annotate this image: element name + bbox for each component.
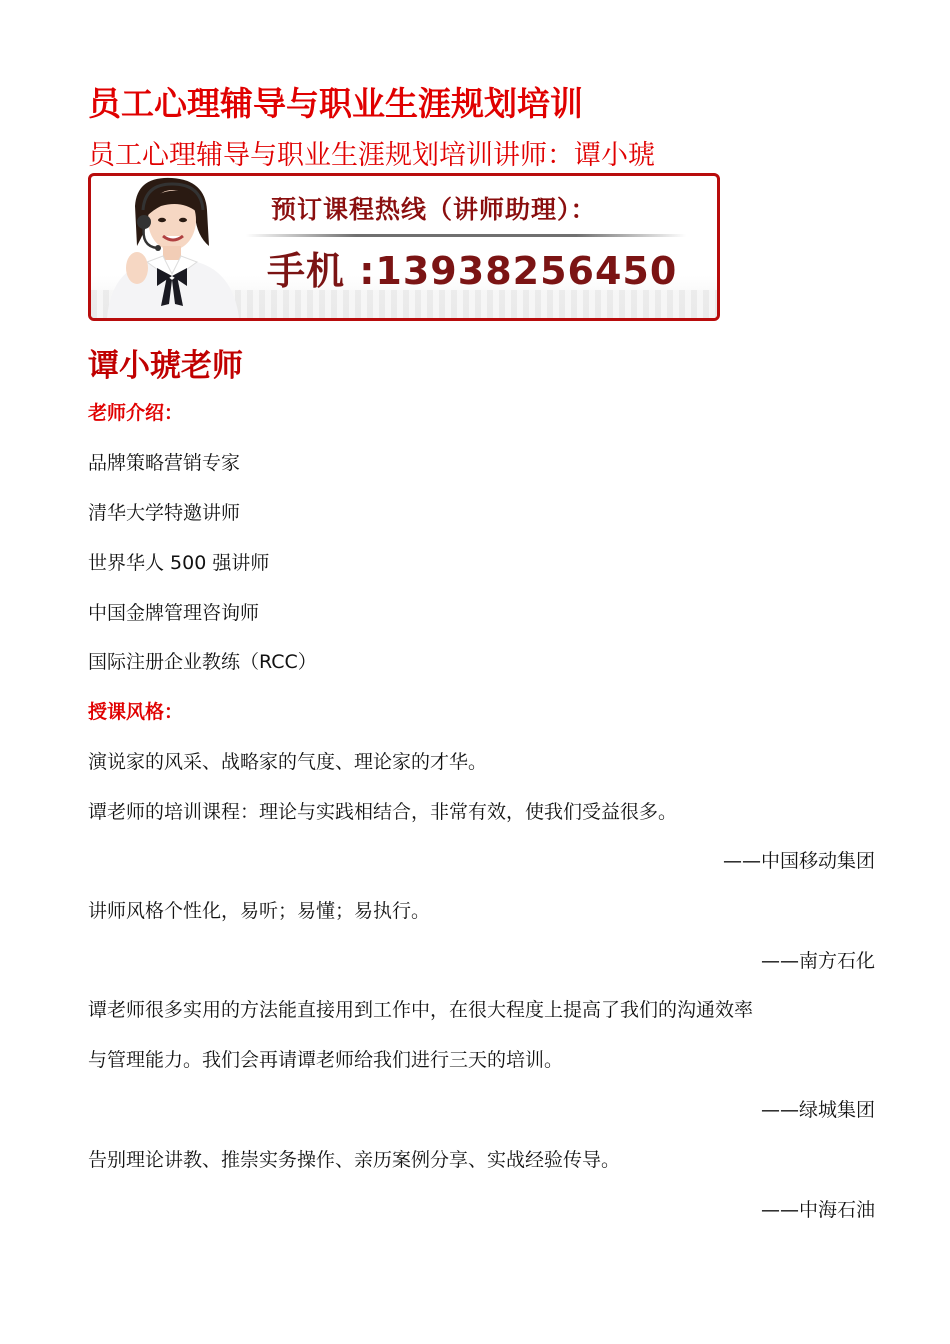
testimonial-source: ——绿城集团 xyxy=(760,1099,875,1121)
booking-hotline-banner xyxy=(88,173,720,321)
page-subtitle: 员工心理辅导与职业生涯规划培训讲师：谭小琥 xyxy=(88,140,655,171)
intro-item: 世界华人 500 强讲师 xyxy=(88,552,270,574)
testimonial-text: 告别理论讲教、推崇实务操作、亲历案例分享、实战经验传导。 xyxy=(88,1149,621,1171)
intro-item: 国际注册企业教练（RCC） xyxy=(88,651,317,673)
intro-item: 中国金牌管理咨询师 xyxy=(88,602,260,624)
testimonial-text: 与管理能力。我们会再请谭老师给我们进行三天的培训。 xyxy=(88,1049,564,1071)
testimonial-source: ——南方石化 xyxy=(760,950,875,972)
intro-item: 清华大学特邀讲师 xyxy=(88,502,241,524)
testimonial-source: ——中海石油 xyxy=(760,1199,875,1221)
teacher-name-heading: 谭小琥老师 xyxy=(88,348,243,384)
testimonial-source: ——中国移动集团 xyxy=(722,850,875,872)
page-title: 员工心理辅导与职业生涯规划培训 xyxy=(88,84,583,123)
intro-item: 品牌策略营销专家 xyxy=(88,452,241,474)
hotline-label: 预订课程热线（讲师助理）： xyxy=(271,195,597,224)
banner-divider xyxy=(246,234,686,237)
style-summary: 演说家的风采、战略家的气度、理论家的才华。 xyxy=(88,751,488,773)
intro-heading: 老师介绍： xyxy=(88,402,184,424)
style-heading: 授课风格： xyxy=(88,701,184,723)
testimonial-text: 谭老师很多实用的方法能直接用到工作中，在很大程度上提高了我们的沟通效率 xyxy=(88,999,754,1021)
customer-service-operator-icon xyxy=(97,176,247,318)
testimonial-text: 讲师风格个性化，易听；易懂；易执行。 xyxy=(88,900,431,922)
phone-number: 手机 :13938256450 xyxy=(267,249,678,293)
testimonial-text: 谭老师的培训课程：理论与实践相结合，非常有效，使我们受益很多。 xyxy=(88,801,678,823)
